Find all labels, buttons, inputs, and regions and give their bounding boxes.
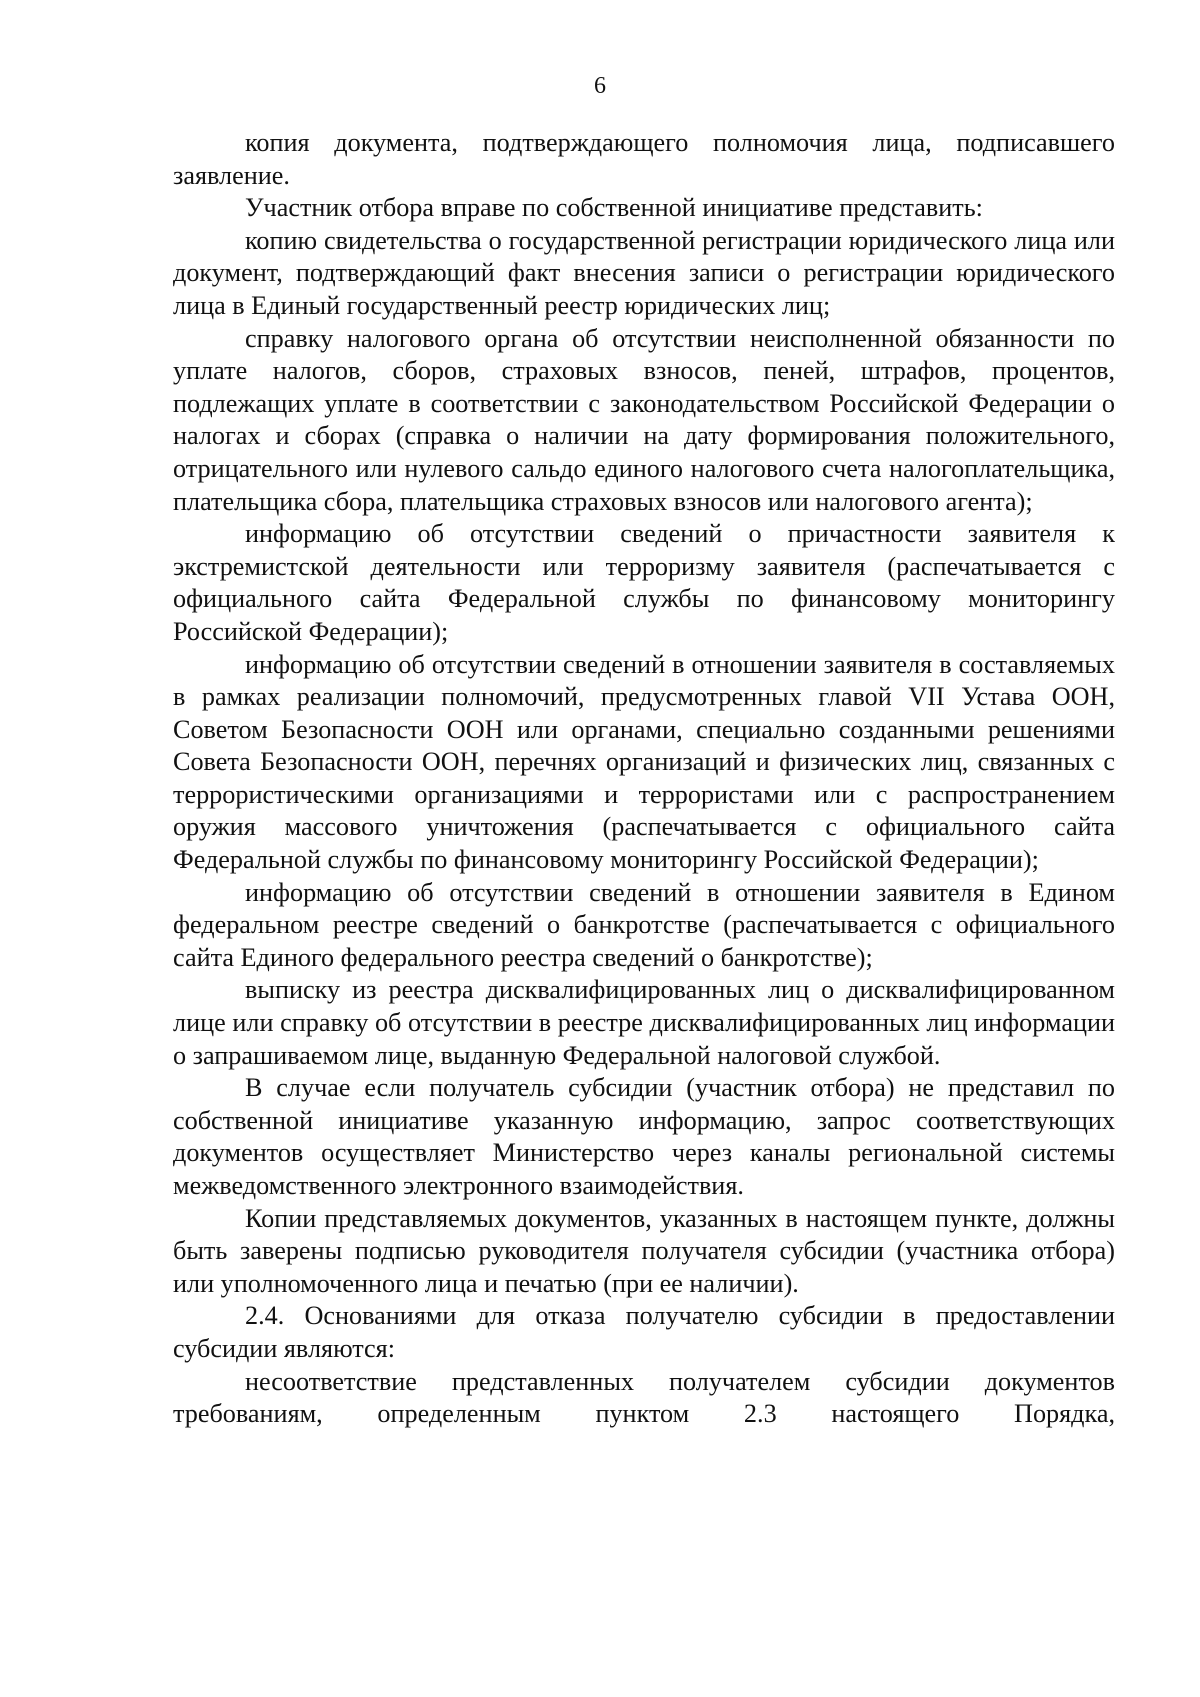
- paragraph-optional-documents-intro: Участник отбора вправе по собственной инициативе представить:: [245, 193, 983, 223]
- paragraph-extremism-info: информацию об отсутствии сведений о причастности заявителя к экстремистской деятельности или терроризму заявителя (распечатывается с официального сайта Федеральной службы по финансовому мониторингу Российской Федерации);: [173, 519, 1115, 646]
- paragraph-authority-copy: копия документа, подтверждающего полномочия лица, подписавшего заявление.: [173, 128, 1115, 190]
- paragraph-copies-certification: Копии представляемых документов, указанных в настоящем пункте, должны быть заверены подписью руководителя получателя субсидии (участника отбора) или уполномоченного лица и печатью (при ее наличии).: [173, 1203, 1115, 1298]
- page-number: 6: [594, 73, 606, 99]
- document-body: [173, 127, 1115, 1431]
- paragraph-ministry-request: В случае если получатель субсидии (участник отбора) не представил по собственной инициативе указанную информацию, запрос соответствующих документов осуществляет Министерство через каналы региональной системы межведомственного электронного взаимодействия.: [173, 1073, 1115, 1200]
- paragraph-document-mismatch: несоответствие представленных получателем субсидии документов требованиям, определенным пунктом 2.3 настоящего Порядка,: [173, 1366, 1115, 1429]
- paragraph-registration-certificate: копию свидетельства о государственной регистрации юридического лица или документ, подтверждающий факт внесения записи о регистрации юридического лица в Единый государственный реестр юридических лиц;: [173, 225, 1115, 320]
- paragraph-disqualified-registry: выписку из реестра дисквалифицированных лиц о дисквалифицированном лице или справку об отсутствии в реестре дисквалифицированных лиц информации о запрашиваемом лице, выданную Федеральной налоговой службой.: [173, 975, 1115, 1070]
- paragraph-bankruptcy-info: информацию об отсутствии сведений в отношении заявителя в Едином федеральном реестре сведений о банкротстве (распечатывается с официального сайта Единого федерального реестра сведений о банкротстве);: [173, 877, 1115, 972]
- paragraph-refusal-grounds: 2.4. Основаниями для отказа получателю субсидии в предоставлении субсидии являются:: [173, 1301, 1115, 1363]
- paragraph-un-sanctions-info: информацию об отсутствии сведений в отношении заявителя в составляемых в рамках реализации полномочий, предусмотренных главой VII Устава ООН, Советом Безопасности ООН или органами, специально созданными решениями Совета Безопасности ООН, перечнях организаций и физических лиц, связанных с террористическими организациями и террористами или с распространением оружия массового уничтожения (распечатывается с официального сайта Федеральной службы по финансовому мониторингу Российской Федерации);: [173, 649, 1115, 875]
- paragraph-tax-certificate: справку налогового органа об отсутствии неисполненной обязанности по уплате налогов, сборов, страховых взносов, пеней, штрафов, процентов, подлежащих уплате в соответствии с законодательством Российской Федерации о налогах и сборах (справка о наличии на дату формирования положительного, отрицательного или нулевого сальдо единого налогового счета налогоплательщика, плательщика сбора, плательщика страховых взносов или налогового агента);: [173, 323, 1115, 516]
